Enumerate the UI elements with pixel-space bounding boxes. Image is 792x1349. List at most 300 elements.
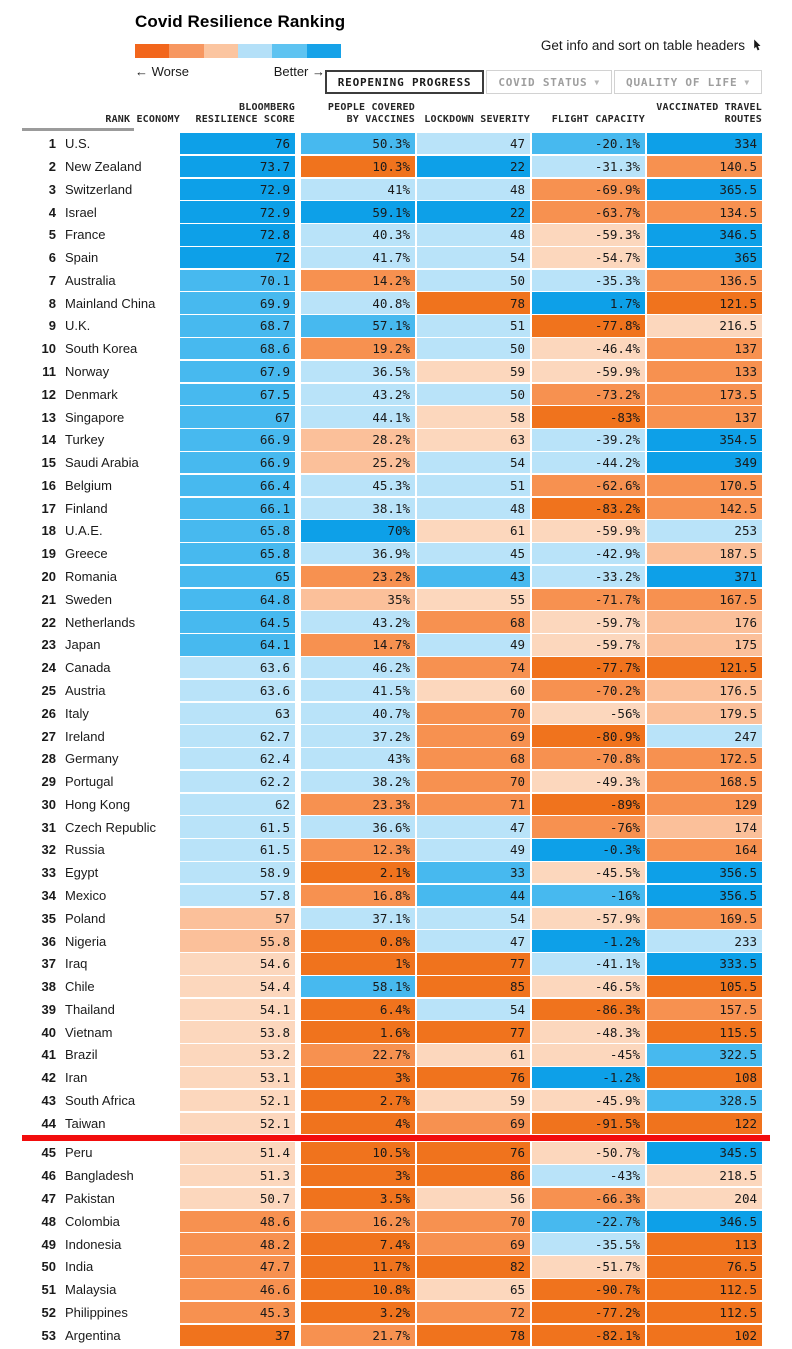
rank-value: 40 bbox=[41, 1024, 56, 1040]
rank-value: 26 bbox=[41, 705, 56, 721]
economy-name: Romania bbox=[65, 569, 118, 585]
table-row bbox=[20, 839, 792, 860]
resilience-score-cell: 66.9 bbox=[180, 429, 295, 450]
table-row bbox=[20, 1211, 792, 1232]
lockdown-severity-cell: 85 bbox=[417, 976, 530, 997]
table-row bbox=[20, 429, 792, 450]
travel-routes-cell: 121.5 bbox=[647, 292, 762, 313]
table-row bbox=[20, 680, 792, 701]
column-header-flight-capacity[interactable]: FLIGHT CAPACITY bbox=[551, 114, 645, 125]
travel-routes-cell: 108 bbox=[647, 1067, 762, 1088]
travel-routes-cell: 356.5 bbox=[647, 862, 762, 883]
people-covered-cell: 36.6% bbox=[301, 816, 415, 837]
economy-name: Malaysia bbox=[65, 1282, 117, 1298]
flight-capacity-cell: -82.1% bbox=[532, 1325, 645, 1346]
flight-capacity-cell: -42.9% bbox=[532, 543, 645, 564]
travel-routes-cell: 129 bbox=[647, 794, 762, 815]
lockdown-severity-cell: 61 bbox=[417, 520, 530, 541]
economy-name: Russia bbox=[65, 842, 105, 858]
economy-name: Egypt bbox=[65, 865, 99, 881]
table-row bbox=[20, 771, 792, 792]
lockdown-severity-cell: 78 bbox=[417, 1325, 530, 1346]
economy-name: Mexico bbox=[65, 887, 107, 903]
resilience-score-cell: 67.9 bbox=[180, 361, 295, 382]
flight-capacity-cell: -69.9% bbox=[532, 179, 645, 200]
table-row bbox=[20, 1067, 792, 1088]
resilience-score-cell: 54.1 bbox=[180, 999, 295, 1020]
travel-routes-cell: 218.5 bbox=[647, 1165, 762, 1186]
economy-name: Saudi Arabia bbox=[65, 455, 139, 471]
table-row bbox=[20, 1142, 792, 1163]
people-covered-cell: 14.7% bbox=[301, 634, 415, 655]
table-row bbox=[20, 179, 792, 200]
lockdown-severity-cell: 58 bbox=[417, 406, 530, 427]
legend-color-swatch bbox=[238, 44, 272, 58]
table-row bbox=[20, 520, 792, 541]
flight-capacity-cell: -59.3% bbox=[532, 224, 645, 245]
people-covered-cell: 2.7% bbox=[301, 1090, 415, 1111]
flight-capacity-cell: -59.7% bbox=[532, 611, 645, 632]
resilience-score-cell: 73.7 bbox=[180, 156, 295, 177]
resilience-score-cell: 47.7 bbox=[180, 1256, 295, 1277]
table-row bbox=[20, 338, 792, 359]
economy-name: Greece bbox=[65, 546, 108, 562]
economy-name: Ireland bbox=[65, 728, 105, 744]
lockdown-severity-cell: 49 bbox=[417, 839, 530, 860]
people-covered-cell: 57.1% bbox=[301, 315, 415, 336]
lockdown-severity-cell: 45 bbox=[417, 543, 530, 564]
travel-routes-cell: 253 bbox=[647, 520, 762, 541]
travel-routes-cell: 176.5 bbox=[647, 680, 762, 701]
resilience-score-cell: 51.3 bbox=[180, 1165, 295, 1186]
people-covered-cell: 1% bbox=[301, 953, 415, 974]
rank-value: 28 bbox=[41, 751, 56, 767]
rank-value: 3 bbox=[48, 181, 56, 197]
lockdown-severity-cell: 86 bbox=[417, 1165, 530, 1186]
flight-capacity-cell: -66.3% bbox=[532, 1188, 645, 1209]
flight-capacity-cell: -70.8% bbox=[532, 748, 645, 769]
flight-capacity-cell: -1.2% bbox=[532, 930, 645, 951]
people-covered-cell: 12.3% bbox=[301, 839, 415, 860]
tab-bar bbox=[325, 70, 762, 94]
resilience-score-cell: 63.6 bbox=[180, 680, 295, 701]
resilience-score-cell: 61.5 bbox=[180, 816, 295, 837]
resilience-score-cell: 68.6 bbox=[180, 338, 295, 359]
resilience-score-cell: 54.6 bbox=[180, 953, 295, 974]
travel-routes-cell: 112.5 bbox=[647, 1279, 762, 1300]
economy-name: Finland bbox=[65, 500, 108, 516]
column-header-resilience-score[interactable]: BLOOMBERG RESILIENCE SCORE bbox=[195, 102, 295, 125]
lockdown-severity-cell: 76 bbox=[417, 1067, 530, 1088]
table-row bbox=[20, 794, 792, 815]
economy-name: Sweden bbox=[65, 591, 112, 607]
flight-capacity-cell: -51.7% bbox=[532, 1256, 645, 1277]
economy-name: U.A.E. bbox=[65, 523, 103, 539]
travel-routes-cell: 112.5 bbox=[647, 1302, 762, 1323]
flight-capacity-cell: -45% bbox=[532, 1044, 645, 1065]
lockdown-severity-cell: 69 bbox=[417, 1113, 530, 1134]
table-row bbox=[20, 885, 792, 906]
table-row bbox=[20, 1113, 792, 1134]
legend-color-swatch bbox=[204, 44, 238, 58]
flight-capacity-cell: -86.3% bbox=[532, 999, 645, 1020]
economy-name: South Korea bbox=[65, 341, 138, 357]
economy-name: Austria bbox=[65, 682, 106, 698]
people-covered-cell: 40.3% bbox=[301, 224, 415, 245]
flight-capacity-cell: -0.3% bbox=[532, 839, 645, 860]
rank-value: 5 bbox=[48, 227, 56, 243]
resilience-score-cell: 65.8 bbox=[180, 543, 295, 564]
lockdown-severity-cell: 22 bbox=[417, 156, 530, 177]
resilience-score-cell: 52.1 bbox=[180, 1090, 295, 1111]
resilience-score-cell: 63 bbox=[180, 703, 295, 724]
lockdown-severity-cell: 68 bbox=[417, 611, 530, 632]
flight-capacity-cell: -54.7% bbox=[532, 247, 645, 268]
rank-value: 53 bbox=[41, 1327, 56, 1343]
people-covered-cell: 0.8% bbox=[301, 930, 415, 951]
people-covered-cell: 43.2% bbox=[301, 384, 415, 405]
table-row bbox=[20, 816, 792, 837]
economy-name: Israel bbox=[65, 204, 97, 220]
flight-capacity-cell: -90.7% bbox=[532, 1279, 645, 1300]
lockdown-severity-cell: 82 bbox=[417, 1256, 530, 1277]
rank-value: 22 bbox=[41, 614, 56, 630]
lockdown-severity-cell: 50 bbox=[417, 270, 530, 291]
flight-capacity-cell: -50.7% bbox=[532, 1142, 645, 1163]
people-covered-cell: 4% bbox=[301, 1113, 415, 1134]
table-row bbox=[20, 1325, 792, 1346]
travel-routes-cell: 121.5 bbox=[647, 657, 762, 678]
flight-capacity-cell: -89% bbox=[532, 794, 645, 815]
economy-name: Vietnam bbox=[65, 1024, 113, 1040]
flight-capacity-cell: -33.2% bbox=[532, 566, 645, 587]
people-covered-cell: 41.5% bbox=[301, 680, 415, 701]
lockdown-severity-cell: 48 bbox=[417, 498, 530, 519]
people-covered-cell: 16.8% bbox=[301, 885, 415, 906]
lockdown-severity-cell: 51 bbox=[417, 475, 530, 496]
table-row bbox=[20, 498, 792, 519]
flight-capacity-cell: -73.2% bbox=[532, 384, 645, 405]
economy-name: Indonesia bbox=[65, 1236, 122, 1252]
resilience-score-cell: 72.8 bbox=[180, 224, 295, 245]
economy-name: Switzerland bbox=[65, 181, 133, 197]
rank-value: 44 bbox=[41, 1115, 56, 1131]
resilience-score-cell: 37 bbox=[180, 1325, 295, 1346]
travel-routes-cell: 176 bbox=[647, 611, 762, 632]
rank-value: 9 bbox=[48, 318, 56, 334]
people-covered-cell: 16.2% bbox=[301, 1211, 415, 1232]
lockdown-severity-cell: 54 bbox=[417, 247, 530, 268]
rank-value: 36 bbox=[41, 933, 56, 949]
table-row bbox=[20, 1044, 792, 1065]
people-covered-cell: 35% bbox=[301, 589, 415, 610]
travel-routes-cell: 334 bbox=[647, 133, 762, 154]
rank-value: 15 bbox=[41, 455, 56, 471]
flight-capacity-cell: -45.5% bbox=[532, 862, 645, 883]
rank-value: 31 bbox=[41, 819, 56, 835]
people-covered-cell: 50.3% bbox=[301, 133, 415, 154]
table-row bbox=[20, 224, 792, 245]
rank-value: 2 bbox=[48, 158, 56, 174]
column-header-rank-economy[interactable]: RANK ECONOMY bbox=[105, 114, 180, 125]
info-hint bbox=[541, 38, 762, 53]
legend-color-swatch bbox=[272, 44, 306, 58]
legend-color-swatch bbox=[307, 44, 341, 58]
resilience-score-cell: 61.5 bbox=[180, 839, 295, 860]
rank-value: 39 bbox=[41, 1001, 56, 1017]
pointer-icon bbox=[751, 39, 762, 53]
resilience-score-cell: 66.9 bbox=[180, 452, 295, 473]
rank-value: 14 bbox=[41, 432, 56, 448]
resilience-score-cell: 65 bbox=[180, 566, 295, 587]
page-title: Covid Resilience Ranking bbox=[135, 12, 346, 31]
resilience-score-cell: 76 bbox=[180, 133, 295, 154]
economy-name: Taiwan bbox=[65, 1115, 106, 1131]
tab-quality-of-life[interactable]: QUALITY OF LIFE ▼ bbox=[614, 70, 762, 94]
lockdown-severity-cell: 47 bbox=[417, 930, 530, 951]
economy-name: Bangladesh bbox=[65, 1168, 134, 1184]
flight-capacity-cell: -77.8% bbox=[532, 315, 645, 336]
people-covered-cell: 38.1% bbox=[301, 498, 415, 519]
flight-capacity-cell: -16% bbox=[532, 885, 645, 906]
travel-routes-cell: 137 bbox=[647, 406, 762, 427]
people-covered-cell: 59.1% bbox=[301, 201, 415, 222]
rank-value: 7 bbox=[48, 272, 56, 288]
travel-routes-cell: 164 bbox=[647, 839, 762, 860]
lockdown-severity-cell: 44 bbox=[417, 885, 530, 906]
legend-gradient-bar bbox=[135, 44, 341, 58]
resilience-score-cell: 48.2 bbox=[180, 1233, 295, 1254]
resilience-score-cell: 62 bbox=[180, 794, 295, 815]
economy-name: Argentina bbox=[65, 1327, 121, 1343]
resilience-score-cell: 54.4 bbox=[180, 976, 295, 997]
rank-value: 45 bbox=[41, 1145, 56, 1161]
column-header-lockdown-severity[interactable]: LOCKDOWN SEVERITY bbox=[424, 114, 530, 125]
rank-value: 48 bbox=[41, 1213, 56, 1229]
rank-value: 33 bbox=[41, 865, 56, 881]
economy-name: Germany bbox=[65, 751, 119, 767]
resilience-score-cell: 67 bbox=[180, 406, 295, 427]
travel-routes-cell: 187.5 bbox=[647, 543, 762, 564]
economy-name: U.S. bbox=[65, 136, 91, 152]
economy-name: Norway bbox=[65, 364, 110, 379]
resilience-score-cell: 68.7 bbox=[180, 315, 295, 336]
rank-value: 30 bbox=[41, 796, 56, 812]
table-row bbox=[20, 1188, 792, 1209]
table-row bbox=[20, 953, 792, 974]
economy-name: Singapore bbox=[65, 409, 125, 425]
flight-capacity-cell: -56% bbox=[532, 703, 645, 724]
column-header-people-covered[interactable]: PEOPLE COVERED BY VACCINES bbox=[327, 102, 415, 125]
economy-name: Italy bbox=[65, 705, 89, 721]
economy-name: Peru bbox=[65, 1145, 93, 1161]
travel-routes-cell: 167.5 bbox=[647, 589, 762, 610]
travel-routes-cell: 365.5 bbox=[647, 179, 762, 200]
lockdown-severity-cell: 49 bbox=[417, 634, 530, 655]
travel-routes-cell: 179.5 bbox=[647, 703, 762, 724]
table-row bbox=[20, 908, 792, 929]
rank-value: 34 bbox=[41, 887, 56, 903]
travel-routes-cell: 333.5 bbox=[647, 953, 762, 974]
table-row bbox=[20, 292, 792, 313]
resilience-score-cell: 57.8 bbox=[180, 885, 295, 906]
table-row bbox=[20, 361, 792, 382]
resilience-score-cell: 72 bbox=[180, 247, 295, 268]
economy-name: Brazil bbox=[65, 1047, 98, 1063]
table-row bbox=[20, 657, 792, 678]
resilience-score-cell: 65.8 bbox=[180, 520, 295, 541]
economy-name: Netherlands bbox=[65, 614, 136, 630]
flight-capacity-cell: -59.9% bbox=[532, 520, 645, 541]
travel-routes-cell: 216.5 bbox=[647, 315, 762, 336]
travel-routes-cell: 174 bbox=[647, 816, 762, 837]
economy-name: Canada bbox=[65, 660, 111, 676]
highlight-underline bbox=[22, 1135, 770, 1141]
flight-capacity-cell: -62.6% bbox=[532, 475, 645, 496]
economy-name: Mainland China bbox=[65, 295, 156, 311]
lockdown-severity-cell: 56 bbox=[417, 1188, 530, 1209]
rank-value: 37 bbox=[41, 956, 56, 972]
travel-routes-cell: 136.5 bbox=[647, 270, 762, 291]
lockdown-severity-cell: 69 bbox=[417, 725, 530, 746]
people-covered-cell: 70% bbox=[301, 520, 415, 541]
legend-color-swatch bbox=[135, 44, 169, 58]
rank-value: 6 bbox=[48, 250, 56, 266]
table-row bbox=[20, 270, 792, 291]
info-hint-text: Get info and sort on table headers bbox=[540, 38, 745, 53]
people-covered-cell: 10.3% bbox=[301, 156, 415, 177]
travel-routes-cell: 322.5 bbox=[647, 1044, 762, 1065]
people-covered-cell: 40.8% bbox=[301, 292, 415, 313]
lockdown-severity-cell: 50 bbox=[417, 384, 530, 405]
table-row bbox=[20, 315, 792, 336]
lockdown-severity-cell: 61 bbox=[417, 1044, 530, 1065]
travel-routes-cell: 133 bbox=[647, 361, 762, 382]
flight-capacity-cell: -83% bbox=[532, 406, 645, 427]
travel-routes-cell: 115.5 bbox=[647, 1021, 762, 1042]
people-covered-cell: 40.7% bbox=[301, 703, 415, 724]
resilience-score-cell: 69.9 bbox=[180, 292, 295, 313]
economy-name: Iraq bbox=[65, 956, 88, 972]
lockdown-severity-cell: 47 bbox=[417, 133, 530, 154]
flight-capacity-cell: -46.5% bbox=[532, 976, 645, 997]
travel-routes-cell: 233 bbox=[647, 930, 762, 951]
resilience-score-cell: 50.7 bbox=[180, 1188, 295, 1209]
rank-value: 13 bbox=[41, 409, 56, 425]
lockdown-severity-cell: 43 bbox=[417, 566, 530, 587]
table-row bbox=[20, 589, 792, 610]
people-covered-cell: 10.5% bbox=[301, 1142, 415, 1163]
tab-reopening-progress[interactable]: REOPENING PROGRESS bbox=[325, 70, 485, 94]
flight-capacity-cell: -41.1% bbox=[532, 953, 645, 974]
table-row bbox=[20, 1090, 792, 1111]
travel-routes-cell: 346.5 bbox=[647, 224, 762, 245]
lockdown-severity-cell: 59 bbox=[417, 1090, 530, 1111]
people-covered-cell: 36.9% bbox=[301, 543, 415, 564]
rank-value: 29 bbox=[41, 774, 56, 790]
resilience-score-cell: 62.2 bbox=[180, 771, 295, 792]
lockdown-severity-cell: 63 bbox=[417, 429, 530, 450]
rank-value: 19 bbox=[41, 546, 56, 562]
travel-routes-cell: 247 bbox=[647, 725, 762, 746]
lockdown-severity-cell: 47 bbox=[417, 816, 530, 837]
economy-name: Denmark bbox=[65, 386, 118, 402]
flight-capacity-cell: -48.3% bbox=[532, 1021, 645, 1042]
economy-name: Thailand bbox=[65, 1001, 115, 1017]
rank-value: 35 bbox=[41, 910, 56, 926]
resilience-score-cell: 72.9 bbox=[180, 179, 295, 200]
flight-capacity-cell: -45.9% bbox=[532, 1090, 645, 1111]
resilience-score-cell: 45.3 bbox=[180, 1302, 295, 1323]
table-row bbox=[20, 201, 792, 222]
lockdown-severity-cell: 78 bbox=[417, 292, 530, 313]
people-covered-cell: 45.3% bbox=[301, 475, 415, 496]
table-row bbox=[20, 1021, 792, 1042]
resilience-score-cell: 67.5 bbox=[180, 384, 295, 405]
flight-capacity-cell: -31.3% bbox=[532, 156, 645, 177]
people-covered-cell: 23.2% bbox=[301, 566, 415, 587]
table-row bbox=[20, 384, 792, 405]
tab-covid-status[interactable]: COVID STATUS ▼ bbox=[486, 70, 612, 94]
economy-name: South Africa bbox=[65, 1093, 136, 1108]
lockdown-severity-cell: 48 bbox=[417, 179, 530, 200]
rank-value: 12 bbox=[41, 386, 56, 402]
rank-value: 52 bbox=[41, 1304, 56, 1320]
table-row bbox=[20, 247, 792, 268]
people-covered-cell: 22.7% bbox=[301, 1044, 415, 1065]
flight-capacity-cell: -35.5% bbox=[532, 1233, 645, 1254]
rank-value: 21 bbox=[41, 591, 56, 607]
resilience-score-cell: 64.8 bbox=[180, 589, 295, 610]
table-row bbox=[20, 976, 792, 997]
economy-name: Australia bbox=[65, 272, 116, 288]
rank-value: 16 bbox=[41, 477, 56, 493]
rank-value: 10 bbox=[41, 341, 56, 357]
economy-name: Nigeria bbox=[65, 933, 107, 949]
lockdown-severity-cell: 65 bbox=[417, 1279, 530, 1300]
people-covered-cell: 14.2% bbox=[301, 270, 415, 291]
lockdown-severity-cell: 51 bbox=[417, 315, 530, 336]
flight-capacity-cell: -59.9% bbox=[532, 361, 645, 382]
lockdown-severity-cell: 60 bbox=[417, 680, 530, 701]
lockdown-severity-cell: 59 bbox=[417, 361, 530, 382]
travel-routes-cell: 371 bbox=[647, 566, 762, 587]
flight-capacity-cell: -77.7% bbox=[532, 657, 645, 678]
lockdown-severity-cell: 74 bbox=[417, 657, 530, 678]
flight-capacity-cell: -57.9% bbox=[532, 908, 645, 929]
people-covered-cell: 2.1% bbox=[301, 862, 415, 883]
flight-capacity-cell: -39.2% bbox=[532, 429, 645, 450]
economy-name: Pakistan bbox=[65, 1191, 115, 1207]
people-covered-cell: 25.2% bbox=[301, 452, 415, 473]
resilience-score-cell: 66.1 bbox=[180, 498, 295, 519]
resilience-score-cell: 48.6 bbox=[180, 1211, 295, 1232]
table-row bbox=[20, 475, 792, 496]
people-covered-cell: 41% bbox=[301, 179, 415, 200]
resilience-score-cell: 70.1 bbox=[180, 270, 295, 291]
table-row bbox=[20, 725, 792, 746]
resilience-score-cell: 52.1 bbox=[180, 1113, 295, 1134]
flight-capacity-cell: -22.7% bbox=[532, 1211, 645, 1232]
travel-routes-cell: 204 bbox=[647, 1188, 762, 1209]
column-header-vaccinated-travel-routes[interactable]: VACCINATED TRAVEL ROUTES bbox=[656, 102, 762, 125]
legend-color-swatch bbox=[169, 44, 203, 58]
table-row bbox=[20, 634, 792, 655]
lockdown-severity-cell: 70 bbox=[417, 703, 530, 724]
resilience-score-cell: 53.2 bbox=[180, 1044, 295, 1065]
rank-value: 42 bbox=[41, 1070, 56, 1086]
resilience-score-cell: 66.4 bbox=[180, 475, 295, 496]
